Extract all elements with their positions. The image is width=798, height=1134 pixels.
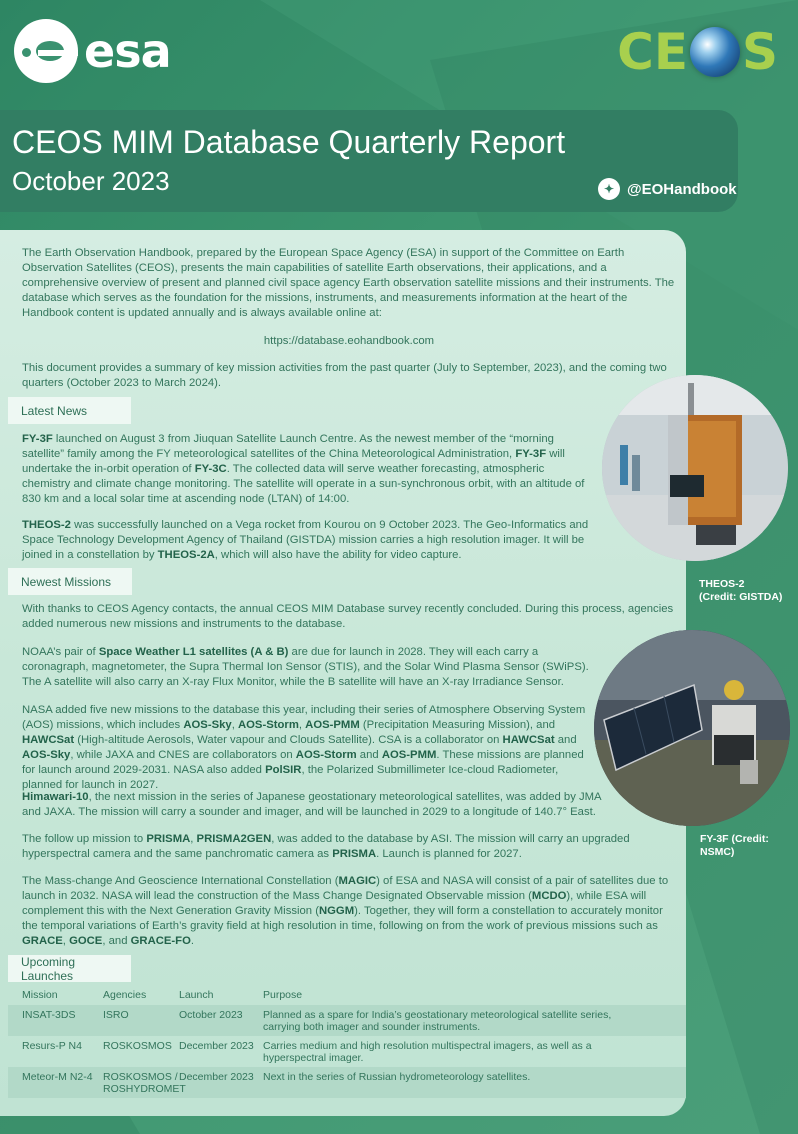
twitter-handle: @EOHandbook [627,180,737,198]
column-header: Agencies [103,989,147,1001]
table-row: INSAT-3DS ISRO October 2023 Planned as a spare for India’s geostationary meteorological satellite series, carrying both imager and sounder instruments. [8,1005,686,1036]
page-title: CEOS MIM Database Quarterly Report [12,124,566,160]
column-header: Mission [22,989,58,1001]
twitter-link[interactable] [598,178,737,200]
mission-nasa: NASA added five new missions to the database this year, including their series of Atmosphere Observing System (AOS) missions, which includes AOS-Sky, AOS-Storm, AOS-PMM (Precipitation Measuring Mission), and HAWCSat (High-altitude Aerosols, Water vapour and Clouds Satellite). CSA is a collaborator on HAWCSat and AOS-Sky, while JAXA and CNES are collaborators on AOS-Storm and AOS-PMM. These missions are planned for launch around 2029-2031. NASA also added PolSIR, the Polarized Submillimeter Ice-cloud Radiometer, planned for launch in 2027. [22,704,586,791]
theos2-satellite-photo [602,375,788,561]
section-heading-upcoming-launches: Upcoming Launches [8,955,131,982]
esa-logo-text: esa [84,24,171,78]
launch-table [8,985,686,1098]
mission-himawari: Himawari-10, the next mission in the series of Japanese geostationary meteorological satellites, was added by JMA and JAXA. The mission will carry a sounder and imager, and will be launched in 2029 to a longitude of 140.7° East. [22,791,601,818]
intro-paragraph: The Earth Observation Handbook, prepared by the European Space Agency (ESA) in support of the Committee on Earth Observation Satellites (CEOS), presents the main capabilities of satellite Earth observations, their applications, and a comprehensive overview of present and planned civil space agency Earth observation satellite missions and their instruments. The database which serves as the foundation for the missions, instruments, and measurements information at the heart of the Handbook content is updated annually and is always available online at: [22,247,675,319]
page-subtitle: October 2023 [12,166,170,196]
news-theos2: THEOS-2 was successfully launched on a Vega rocket from Kourou on 9 October 2023. The Geo-Informatics and Space Technology Development Agency of Thailand (GISTDA) mission carries a high resolution imager. It will be joined in a constellation by THEOS-2A, which will also have the ability for video capture. [22,519,589,561]
ceos-logo-letters: CE [617,23,688,81]
globe-icon [690,27,740,77]
table-row: Meteor-M N2-4 ROSKOSMOS / ROSHYDROMET December 2023 Next in the series of Russian hydrometeorology satellites. [8,1067,686,1098]
missions-intro: With thanks to CEOS Agency contacts, the annual CEOS MIM Database survey recently concluded. During this process, agencies added numerous new missions and instruments to the database. [22,603,674,630]
table-row: Resurs-P N4 ROSKOSMOS December 2023 Carries medium and high resolution multispectral imagers, as well as a hyperspectral imager. [22,1040,592,1064]
fy3f-caption: FY-3F (Credit: NSMC) [700,833,769,858]
mission-prisma: The follow up mission to PRISMA, PRISMA2GEN, was added to the database by ASI. The mission will carry an upgraded hyperspectral camera and the same panchromatic camera as PRISMA. Launch is planned for 2027. [22,833,630,860]
section-heading-latest-news: Latest News [8,397,131,424]
ceos-logo [617,22,778,82]
mission-magic: The Mass-change And Geoscience International Constellation (MAGIC) of ESA and NASA will consist of a pair of satellites due to launch in 2032. NASA will lead the construction of the Mass Change Designated Observable mission (MCDO), while ESA will complement this with the Next Generation Gravity Mission (NGGM). Together, they will form a constellation to accurately monitor the temporal variations of Earth’s gravity field at high resolution in time, following on from the work of previous missions such as GRACE, GOCE, and GRACE-FO. [22,875,669,947]
column-header: Launch [179,989,214,1001]
esa-logo-mark [14,19,78,83]
column-header: Purpose [263,989,303,1001]
ceos-logo-letters: S [741,23,778,81]
news-fy3f: FY-3F launched on August 3 from Jiuquan Satellite Launch Centre. As the newest member of the “morning satellite” family among the FY meteorological satellites of the China Meteorological Administration, FY-3F will undertake the in-orbit operation of FY-3C. The collected data will serve weather forecasting, atmospheric chemistry and climate change monitoring. The satellite will operate in a sun-synchronous orbit, with an altitude of 830 km and a local solar time at ascending node (LTAN) of 14:00. [22,433,585,505]
mission-noaa: NOAA’s pair of Space Weather L1 satellites (A & B) are due for launch in 2028. They will each carry a coronagraph, magnetometer, the Supra Thermal Ion Sensor (STIS), and the Solar Wind Plasma Sensor (SWiPS). The A satellite will also carry an X-ray Flux Monitor, while the B satellite will have an X-ray Irradiance Sensor. [22,646,589,688]
theos2-caption: THEOS-2 (Credit: GISTDA) [699,578,783,603]
table-header-row [8,985,686,1005]
twitter-icon: ✦ [598,178,620,200]
section-heading-newest-missions: Newest Missions [8,568,132,595]
database-url[interactable]: https://database.eohandbook.com [263,335,435,347]
intro-summary: This document provides a summary of key mission activities from the past quarter (July to September, 2023), and the coming two quarters (October 2023 to March 2024). [22,362,667,389]
esa-logo [14,18,171,84]
fy3f-satellite-photo [594,630,790,826]
